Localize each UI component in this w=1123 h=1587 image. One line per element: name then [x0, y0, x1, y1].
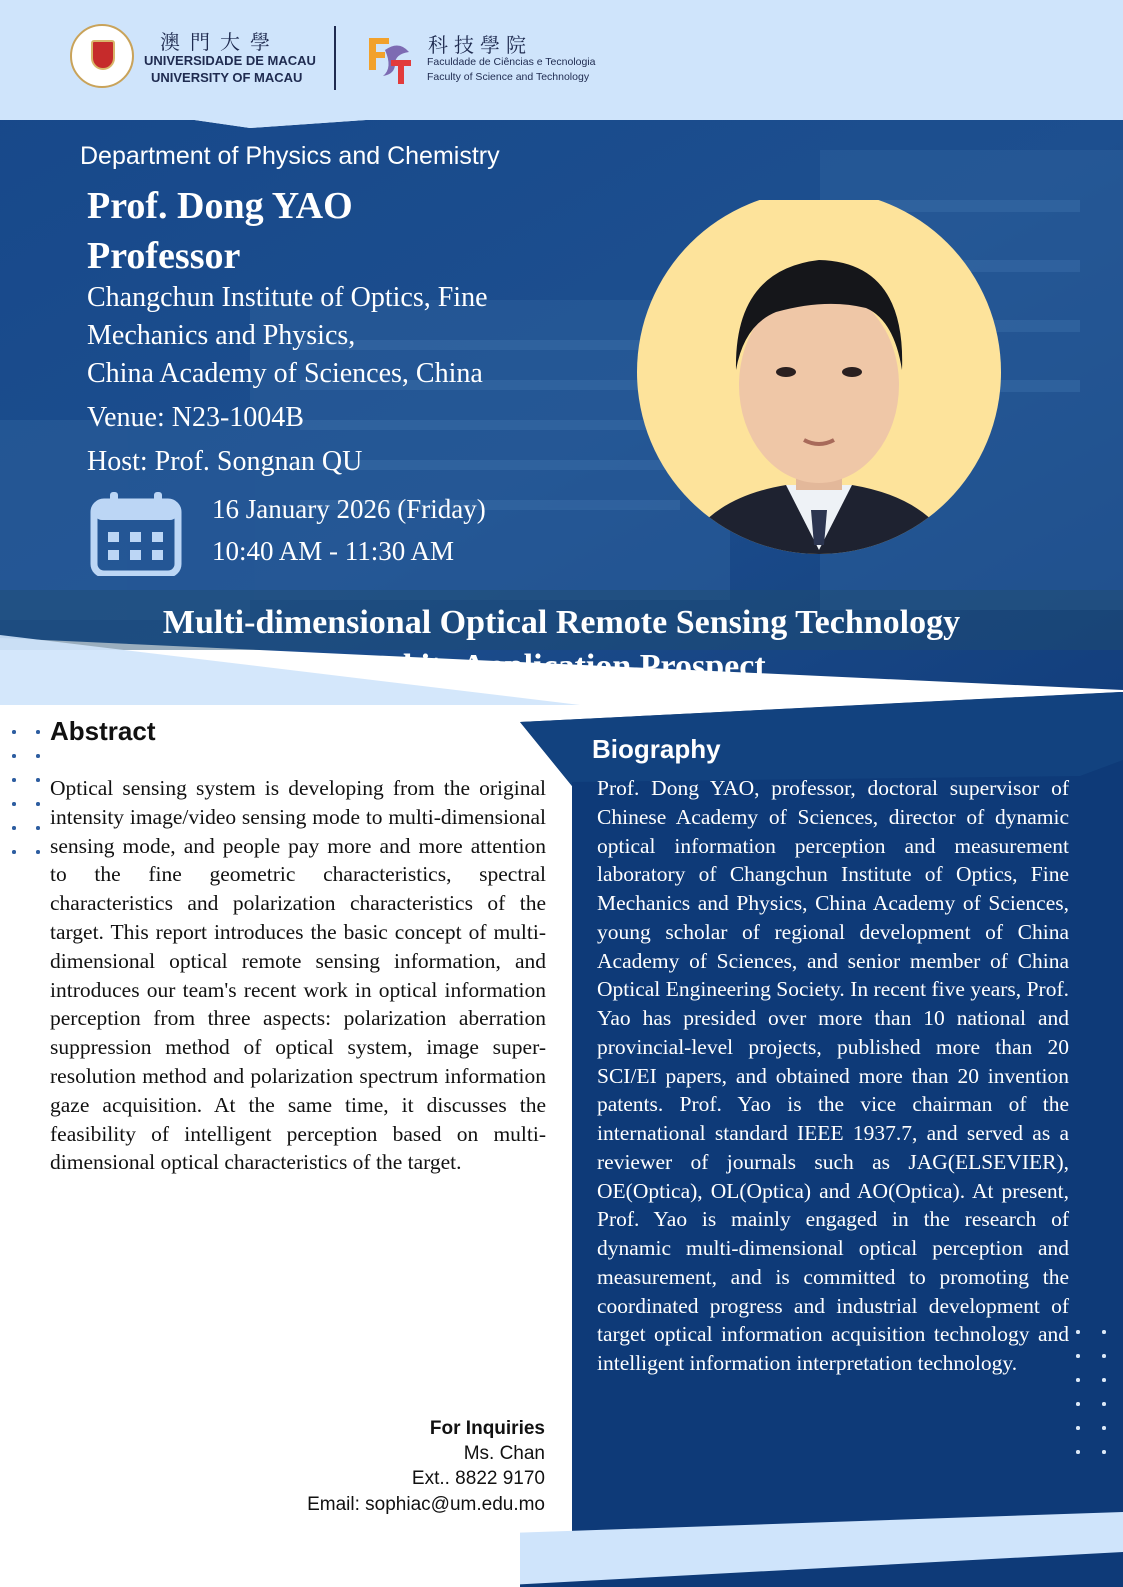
- um-name-en: UNIVERSITY OF MACAU: [151, 70, 303, 85]
- talk-title-line-2: and its Application Prospect: [357, 648, 766, 685]
- event-time: 10:40 AM - 11:30 AM: [212, 536, 455, 566]
- speaker-photo: [636, 200, 1002, 570]
- speaker-name: Prof. Dong YAO: [87, 185, 353, 227]
- biography-text: Prof. Dong YAO, professor, doctoral supervisor of Chinese Academy of Sciences, director of dynamic optical information perception and measurement laboratory of Changchun Institute of Optics, Fine Mechanics and Physics, China Academy of Sciences, young scholar of regional development of China Academy of Sciences, and senior member of China Optical Engineering Society. In recent five years, Prof. Yao has presided over more than 10 national and provincial-level projects, published more than 20 SCI/EI papers, and obtained more than 20 invention patents. Prof. Yao is the vice chairman of the international standard IEEE 1937.7, and served as a reviewer of journals such as JAG(ELSEVIER), OE(Optica), OL(Optica) and AO(Optica). At present, Prof. Yao is mainly engaged in the research of dynamic multi-dimensional optical perception and measurement, and is committed to promoting the coordinated progress and industrial development of target optical information acquisition technology and intelligent information interpretation technology.: [597, 776, 1069, 1375]
- inquiries-heading: For Inquiries: [429, 1418, 545, 1439]
- um-name-pt: UNIVERSIDADE DE MACAU: [144, 53, 316, 68]
- talk-title-line-1: Multi-dimensional Optical Remote Sensing Technology: [162, 604, 961, 641]
- decorative-dots-right: [1074, 1330, 1108, 1475]
- header-divider: [334, 26, 336, 90]
- um-name-cn: 澳門大學: [160, 30, 280, 54]
- decorative-dots-left: [10, 730, 44, 860]
- inquiries-contact: Ms. Chan: [463, 1443, 545, 1464]
- abstract-heading: Abstract: [50, 716, 156, 746]
- faculty-name-pt: Faculdade de Ciências e Tecnologia: [427, 56, 596, 68]
- event-date: 16 January 2026 (Friday): [212, 494, 486, 524]
- inquiries-email[interactable]: Email: sophiac@um.edu.mo: [307, 1494, 545, 1515]
- faculty-name-cn: 科技學院: [428, 33, 532, 57]
- host: Host: Prof. Songnan QU: [87, 446, 363, 477]
- speaker-title: Professor: [87, 235, 241, 277]
- fst-logo: [365, 30, 413, 84]
- affiliation-line-2: Mechanics and Physics,: [87, 320, 356, 351]
- department-name: Department of Physics and Chemistry: [80, 142, 500, 170]
- faculty-name-en: Faculty of Science and Technology: [427, 71, 590, 83]
- calendar-icon: [90, 492, 182, 576]
- university-seal-logo: [70, 24, 134, 88]
- biography-heading: Biography: [592, 734, 721, 764]
- header-wave: [0, 80, 1123, 140]
- affiliation-line-3: China Academy of Sciences, China: [87, 358, 483, 389]
- abstract-text: Optical sensing system is developing from the original intensity image/video sensing mode to multi-dimensional sensing mode, and people pay more and more attention to the fine geometric characteristics, spectral characteristics and polarization characteristics of the target. This report introduces the basic concept of multi-dimensional optical remote sensing information, and introduces our team's recent work in optical information perception from three aspects: polarization aberration suppression method of optical system, image super-resolution method and polarization spectrum information gaze acquisition. At the same time, it discusses the feasibility of intelligent perception based on multi-dimensional optical characteristics of the target.: [50, 776, 546, 1175]
- inquiries-extension: Ext.. 8822 9170: [411, 1468, 545, 1489]
- venue: Venue: N23-1004B: [87, 402, 304, 433]
- affiliation-line-1: Changchun Institute of Optics, Fine: [87, 282, 488, 313]
